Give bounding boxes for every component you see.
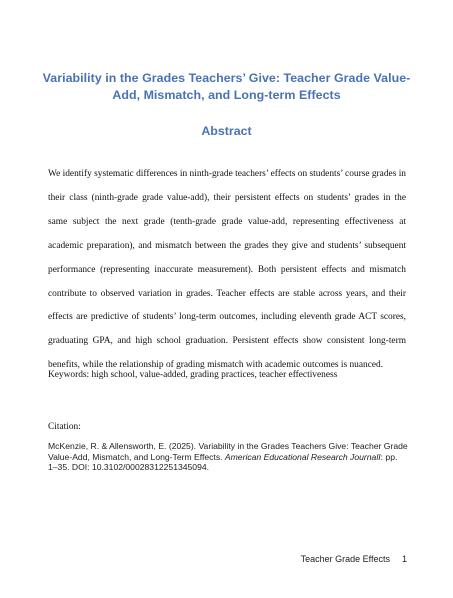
running-head: Teacher Grade Effects bbox=[300, 554, 390, 564]
citation-journal-suffix: I bbox=[378, 451, 381, 462]
abstract-body: We identify systematic differences in ninth-grade teachers’ effects on students’ course grades in their class (ninth-grade grade value-add), their persistent effects on students’ grades in the same subject the next grade (tenth-grade grade value-add, representing effectiveness at academic preparation), and mismatch between the grades they give and students’ subsequent performance (representing inaccurate measurement). Both persistent effects and mismatch contribute to observed variation in grades. Teacher effects are stable across years, and their effects are predictive of students’ long-term outcomes, including eleventh grade ACT scores, graduating GPA, and high school graduation. Persistent effects show consistent long-term benefits, while the relationship of grading mismatch with academic outcomes is nuanced. bbox=[48, 169, 406, 371]
citation-details: : pp. 1–35. DOI: 10.3102/00028312251345094. bbox=[48, 451, 398, 473]
citation-authors-title: McKenzie, R. & Allensworth, E. (2025). Variability in the Grades Teachers Give: Teacher Grade Value-Add, Mismatch, and Long-Term Effects. bbox=[48, 441, 408, 462]
abstract-heading: Abstract bbox=[201, 124, 252, 138]
page-footer bbox=[301, 554, 407, 564]
citation-label: Citation: bbox=[48, 422, 81, 432]
paper-title: Variability in the Grades Teachers’ Give: Teacher Grade Value-Add, Mismatch, and Long-term Effects bbox=[42, 71, 411, 102]
citation-text bbox=[48, 441, 408, 473]
citation-journal: American Educational Research Journal bbox=[224, 451, 379, 462]
page-number: 1 bbox=[401, 554, 407, 564]
keywords-line: Keywords: high school, value-added, grading practices, teacher effectiveness bbox=[48, 370, 338, 380]
